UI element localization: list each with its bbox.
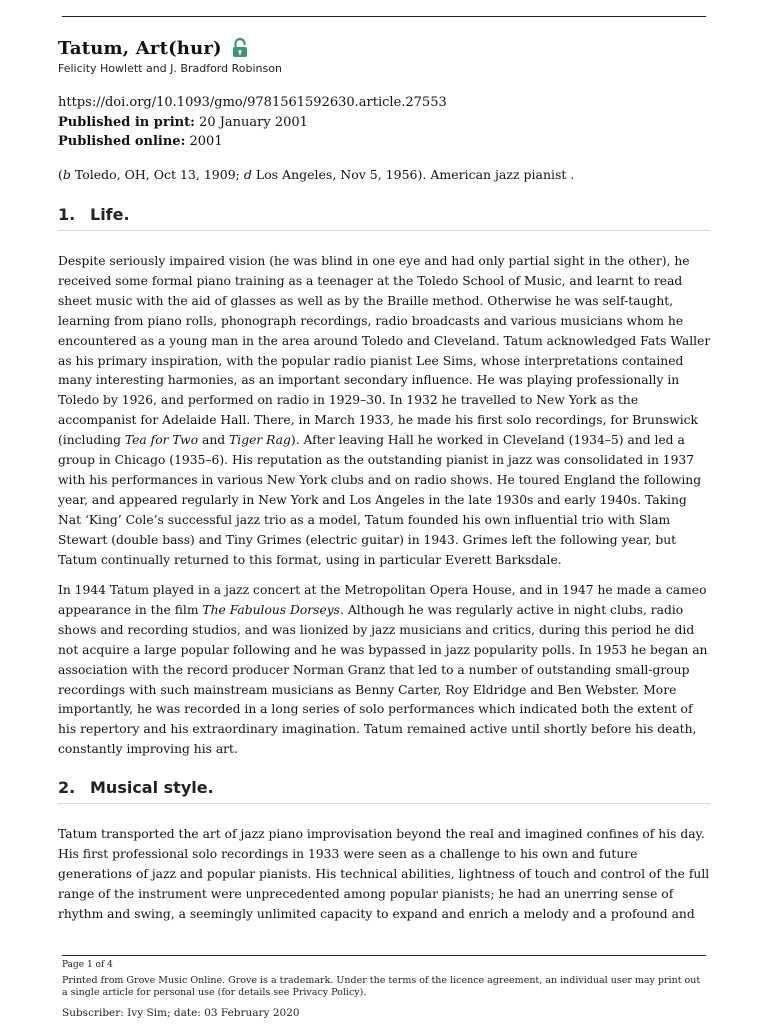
section-number: 2. [58, 778, 76, 797]
published-in-print [58, 115, 308, 130]
work-title: Tiger Rag [229, 433, 291, 448]
intro-born-abbrev: b [62, 167, 71, 182]
open-lock-icon [232, 38, 248, 58]
title-row [58, 34, 248, 62]
article-title: Tatum, Art(hur) [58, 37, 222, 59]
published-in-print-value: 20 January 2001 [199, 115, 308, 130]
text-run: . Although he was regularly active in night clubs, radio shows and recording studios, and was lionized by jazz musicians and critics, during this period he did not acquire a large popular following and he was bypassed in jazz popularity polls. In 1953 he began an association with the record producer Norman Granz that led to a number of outstanding small-group recordings with such mainstream musicians as Benny Carter, Roy Eldridge and Ben Webster. More importantly, he was recorded in a long series of solo performances which indicated both the extent of his repertory and his extraordinary imagination. Tatum remained active until shortly before his death, constantly improving his art. [58, 602, 708, 757]
section-heading-life [58, 205, 710, 231]
intro-died-abbrev: d [243, 167, 252, 182]
doi-link[interactable]: https://doi.org/10.1093/gmo/9781561592630.article.27553 [58, 95, 447, 110]
top-rule [62, 16, 706, 17]
published-online-label: Published online: [58, 134, 186, 149]
license-notice: Printed from Grove Music Online. Grove is a trademark. Under the terms of the licence agreement, an individual user may print out a single article for personal use (for details see Privacy Policy). [62, 975, 701, 998]
published-online-value: 2001 [189, 134, 223, 149]
work-title: Tea for Two [124, 433, 199, 448]
intro-death: Los Angeles, Nov 5, 1956). American jazz pianist . [251, 167, 575, 182]
section-heading-musical-style [58, 778, 710, 804]
section-number: 1. [58, 205, 76, 224]
birth-death-summary [58, 167, 574, 182]
text-run: Despite seriously impaired vision (he was blind in one eye and had only partial sight in the other), he received some formal piano training as a teenager at the Toledo School of Music, and learnt to read sheet music with the aid of glasses as well as by the Braille method. Otherwise he was self-taught, learning from piano rolls, phonograph recordings, radio broadcasts and various musicians whom he encountered as a young man in the area around Toledo and Cleveland. Tatum acknowledged Fats Waller as his primary inspiration, with the popular radio pianist Lee Sims, whose interpretations contained many interesting harmonies, as an important secondary influence. He was playing professionally in Toledo by 1926, and performed on radio in 1929–30. In 1932 he travelled to New York as the accompanist for Adelaide Hall. There, in March 1933, he made his first solo recordings, for Brunswick (including [58, 254, 711, 448]
paragraph-musical-style-1: Tatum transported the art of jazz piano improvisation beyond the real and imagined confines of his day. His first professional solo recordings in 1933 were seen as a challenge to his own and future generations of jazz and popular pianists. His technical abilities, lightness of touch and control of the full range of the instrument were unprecedented among popular pianists; he had an unerring sense of rhythm and swing, a seemingly unlimited capacity to expand and enrich a melody and a profound and [58, 827, 710, 921]
intro-open: ( [58, 167, 63, 182]
text-run: In 1944 Tatum played in a jazz concert at the Metropolitan Opera House, and in 1947 he made a cameo appearance in the film [58, 583, 707, 617]
paragraph-life-2 [58, 581, 712, 760]
subscriber-info: Subscriber: Ivy Sim; date: 03 February 2020 [62, 1007, 300, 1019]
bottom-rule [62, 955, 706, 956]
section-title: Musical style. [90, 778, 214, 797]
published-in-print-label: Published in print: [58, 115, 195, 130]
section-title: Life. [90, 205, 130, 224]
film-title: The Fabulous Dorseys [202, 602, 340, 617]
paragraph-life-1 [58, 252, 712, 571]
article-authors: Felicity Howlett and J. Bradford Robinson [58, 62, 282, 75]
page-number: Page 1 of 4 [62, 960, 113, 970]
text-run: and [198, 433, 230, 448]
published-online [58, 134, 223, 149]
text-run: ). After leaving Hall he worked in Cleveland (1934–5) and led a group in Chicago (1935–6). His reputation as the outstanding pianist in jazz was consolidated in 1937 with his performances in various New York clubs and on radio shows. He toured England the following year, and appeared regularly in New York and Los Angeles in the late 1930s and early 1940s. Taking Nat ‘King’ Cole’s successful jazz trio as a model, Tatum founded his own influential trio with Slam Stewart (double bass) and Tiny Grimes (electric guitar) in 1943. Grimes left the following year, but Tatum continually returned to this format, using in particular Everett Barksdale. [58, 433, 702, 567]
intro-birth: Toledo, OH, Oct 13, 1909; [70, 167, 244, 182]
